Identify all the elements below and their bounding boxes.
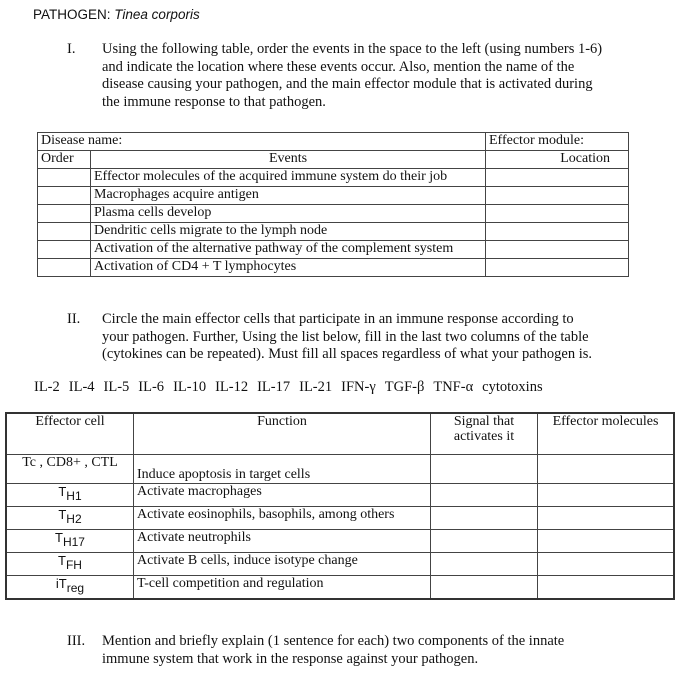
effector-cell[interactable]: [6, 483, 134, 506]
function-text: T-cell competition and regulation: [134, 575, 431, 599]
cytokine: cytotoxins: [482, 379, 543, 395]
cell-base: T: [58, 552, 66, 568]
cytokine: IL-21: [299, 379, 333, 395]
effector-molecules-header: Effector molecules: [538, 413, 675, 454]
text-line: Mention and briefly explain (1 sentence for each) two components of the innate: [102, 633, 565, 649]
event-text: Activation of CD4 + T lymphocytes: [91, 259, 486, 277]
cell-base: T: [55, 529, 63, 545]
location-input[interactable]: [486, 259, 629, 277]
table-row: [38, 187, 629, 205]
table-row: [38, 241, 629, 259]
signal-header: Signal that activates it: [431, 413, 538, 454]
cytokine: IL-4: [68, 379, 95, 395]
text-line: your pathogen. Further, Using the list below, fill in the last two columns of the table: [102, 328, 589, 345]
function-text: Activate neutrophils: [134, 529, 431, 552]
effector-cells-table: [5, 412, 675, 600]
signal-input[interactable]: [431, 506, 538, 529]
text-line: (cytokines can be repeated). Must fill all spaces regardless of what your pathogen is.: [102, 346, 593, 362]
cell-base: iT: [55, 575, 67, 591]
effector-molecules-input[interactable]: [538, 575, 675, 599]
section-1-instructions: [102, 41, 602, 111]
cytokine: IL-12: [215, 379, 249, 395]
events-header: Events: [91, 151, 486, 169]
effector-molecules-input[interactable]: [538, 506, 675, 529]
location-input[interactable]: [486, 187, 629, 205]
effector-molecules-input[interactable]: [538, 552, 675, 575]
location-header: Location: [486, 151, 629, 169]
effector-cell[interactable]: [6, 506, 134, 529]
text-line: disease causing your pathogen, and the main effector module that is activated during: [102, 76, 593, 92]
table-row: [38, 259, 629, 277]
cell-subscript: H17: [62, 534, 85, 549]
table-row: [38, 205, 629, 223]
cell-subscript: reg: [66, 580, 85, 595]
effector-molecules-input[interactable]: [538, 454, 675, 483]
text-line: the immune response to that pathogen.: [102, 93, 326, 110]
cytokine: IL-2: [34, 379, 60, 395]
section-3-numeral: III.: [67, 633, 86, 649]
cytokine: IL-17: [257, 379, 291, 395]
order-input[interactable]: [38, 169, 91, 187]
effector-cell[interactable]: [6, 575, 134, 599]
table-row: [6, 552, 674, 575]
table-row: [6, 506, 674, 529]
effector-cell-header: Effector cell: [6, 413, 134, 454]
cytokine: IFN-γ: [341, 379, 376, 395]
cell-base: T: [58, 483, 67, 499]
signal-input[interactable]: [431, 483, 538, 506]
location-input[interactable]: [486, 205, 629, 223]
disease-name-field[interactable]: Disease name:: [38, 133, 486, 151]
pathogen-label: PATHOGEN:: [33, 7, 111, 22]
event-text: Activation of the alternative pathway of the complement system: [91, 241, 486, 259]
cell-subscript: FH: [65, 557, 82, 572]
location-input[interactable]: [486, 169, 629, 187]
section-2-instructions: [102, 311, 592, 364]
event-text: Plasma cells develop: [91, 205, 486, 223]
effector-cell[interactable]: [6, 529, 134, 552]
cytokine: IL-6: [138, 379, 165, 395]
table-row: [6, 575, 674, 599]
cytokine: TNF-α: [433, 379, 474, 395]
text-line: Using the following table, order the events in the space to the left (using numbers 1-6): [102, 41, 603, 57]
effector-molecules-input[interactable]: [538, 529, 675, 552]
signal-input[interactable]: [431, 529, 538, 552]
location-input[interactable]: [486, 241, 629, 259]
signal-input[interactable]: [431, 552, 538, 575]
section-2-numeral: II.: [67, 311, 81, 327]
text-line: immune system that work in the response against your pathogen.: [102, 650, 479, 667]
page-title: [33, 7, 200, 22]
function-text: Activate macrophages: [134, 483, 431, 506]
function-header: Function: [134, 413, 431, 454]
cytokine: IL-10: [173, 379, 207, 395]
function-text: Activate eosinophils, basophils, among others: [134, 506, 431, 529]
section-3-instructions: [102, 633, 564, 668]
order-input[interactable]: [38, 241, 91, 259]
order-input[interactable]: [38, 205, 91, 223]
order-input[interactable]: [38, 187, 91, 205]
events-table: [37, 132, 629, 277]
effector-cell[interactable]: [6, 552, 134, 575]
signal-input[interactable]: [431, 454, 538, 483]
pathogen-name: Tinea corporis: [114, 7, 200, 22]
effector-cell[interactable]: Tc , CD8+ , CTL: [6, 454, 134, 483]
cell-subscript: H2: [66, 511, 82, 526]
event-text: Macrophages acquire antigen: [91, 187, 486, 205]
text-line: and indicate the location where these events occur. Also, mention the name of the: [102, 58, 575, 75]
section-1-numeral: I.: [67, 41, 76, 57]
cytokine: IL-5: [103, 379, 130, 395]
event-text: Dendritic cells migrate to the lymph node: [91, 223, 486, 241]
text-line: Circle the main effector cells that participate in an immune response according to: [102, 311, 574, 327]
table-row: [38, 169, 629, 187]
event-text: Effector molecules of the acquired immune system do their job: [91, 169, 486, 187]
function-text: Induce apoptosis in target cells: [134, 454, 431, 483]
signal-input[interactable]: [431, 575, 538, 599]
function-text: Activate B cells, induce isotype change: [134, 552, 431, 575]
order-header: Order: [38, 151, 91, 169]
order-input[interactable]: [38, 259, 91, 277]
location-input[interactable]: [486, 223, 629, 241]
cytokine: TGF-β: [384, 379, 425, 395]
cytokine-list: [34, 379, 552, 396]
table-row: [6, 483, 674, 506]
cell-base: T: [58, 506, 67, 522]
cell-subscript: H1: [66, 488, 82, 503]
table-row: [38, 223, 629, 241]
table-row: [6, 454, 674, 483]
effector-module-field[interactable]: Effector module:: [486, 133, 629, 151]
order-input[interactable]: [38, 223, 91, 241]
table-row: [6, 529, 674, 552]
effector-molecules-input[interactable]: [538, 483, 675, 506]
